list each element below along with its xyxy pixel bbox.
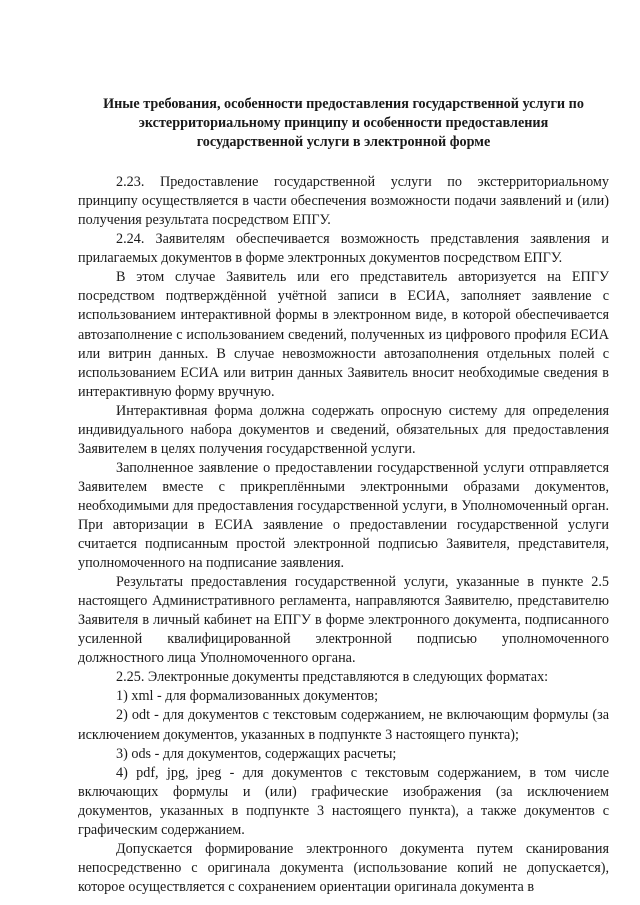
- paragraph-2-24: 2.24. Заявителям обеспечивается возможность представления заявления и прилагаемых документов в форме электронных документов посредством ЕПГУ.: [78, 231, 609, 267]
- paragraph-authorization: В этом случае Заявитель или его представитель авторизуется на ЕПГУ посредством подтверждённой учётной записи в ЕСИА, заполняет заявление с использованием интерактивной формы в электронном виде, в которой обеспечивается автозаполнение с использованием сведений, полученных из цифрового профиля ЕСИА или витрин данных. В случае невозможности автозаполнения отдельных полей с использованием ЕСИА или витрин данных Заявитель вносит необходимые сведения в интерактивную форму вручную.: [78, 269, 609, 400]
- list-item-odt: 2) odt - для документов с текстовым содержанием, не включающим формулы (за исключением документов, указанных в подпункте 3 настоящего пункта);: [78, 707, 609, 743]
- paragraph-scanning: Допускается формирование электронного документа путем сканирования непосредственно с оригинала документа (использование копий не допускается), которое осуществляется с сохранением ориентации оригинала документа в: [78, 840, 609, 895]
- list-item-xml: 1) xml - для формализованных документов;: [116, 688, 379, 705]
- list-item-ods: 3) ods - для документов, содержащих расчеты;: [116, 745, 397, 762]
- list-item-pdf: 4) pdf, jpg, jpeg - для документов с текстовым содержанием, в том числе включающих формулы и (или) графические изображения (за исключением документов, указанных в подпункте 3 настоящего пункта), а также документов с графическим содержанием.: [78, 764, 609, 838]
- paragraph-submission: Заполненное заявление о предоставлении государственной услуги отправляется Заявителем вместе с прикреплёнными электронными образами документов, необходимыми для предоставления государственной услуги, в Уполномоченный орган. При авторизации в ЕСИА заявление о предоставлении государственной услуги считается подписанным простой электронной подписью Заявителя, представителя, уполномоченного на подписание заявления.: [78, 459, 609, 572]
- paragraph-2-25: 2.25. Электронные документы представляются в следующих форматах:: [116, 669, 549, 686]
- document-page: [78, 95, 609, 897]
- paragraph-2-23: 2.23. Предоставление государственной услуги по экстерриториальному принципу осуществляется в части обеспечения возможности подачи заявлений и (или) получения результата посредством ЕПГУ.: [78, 174, 609, 229]
- paragraph-results: Результаты предоставления государственной услуги, указанные в пункте 2.5 настоящего Административного регламента, направляются Заявителю, представителю Заявителя в личный кабинет на ЕПГУ в форме электронного документа, подписанного усиленной квалифицированной электронной подписью уполномоченного должностного лица Уполномоченного органа.: [78, 574, 609, 667]
- paragraph-interactive-form: Интерактивная форма должна содержать опросную систему для определения индивидуального набора документов и сведений, обязательных для предоставления Заявителем в целях получения государственной услуги.: [78, 402, 609, 457]
- section-heading: Иные требования, особенности предоставления государственной услуги по экстерриториальному принципу и особенности предоставления государственной услуги в электронной форме: [103, 96, 584, 151]
